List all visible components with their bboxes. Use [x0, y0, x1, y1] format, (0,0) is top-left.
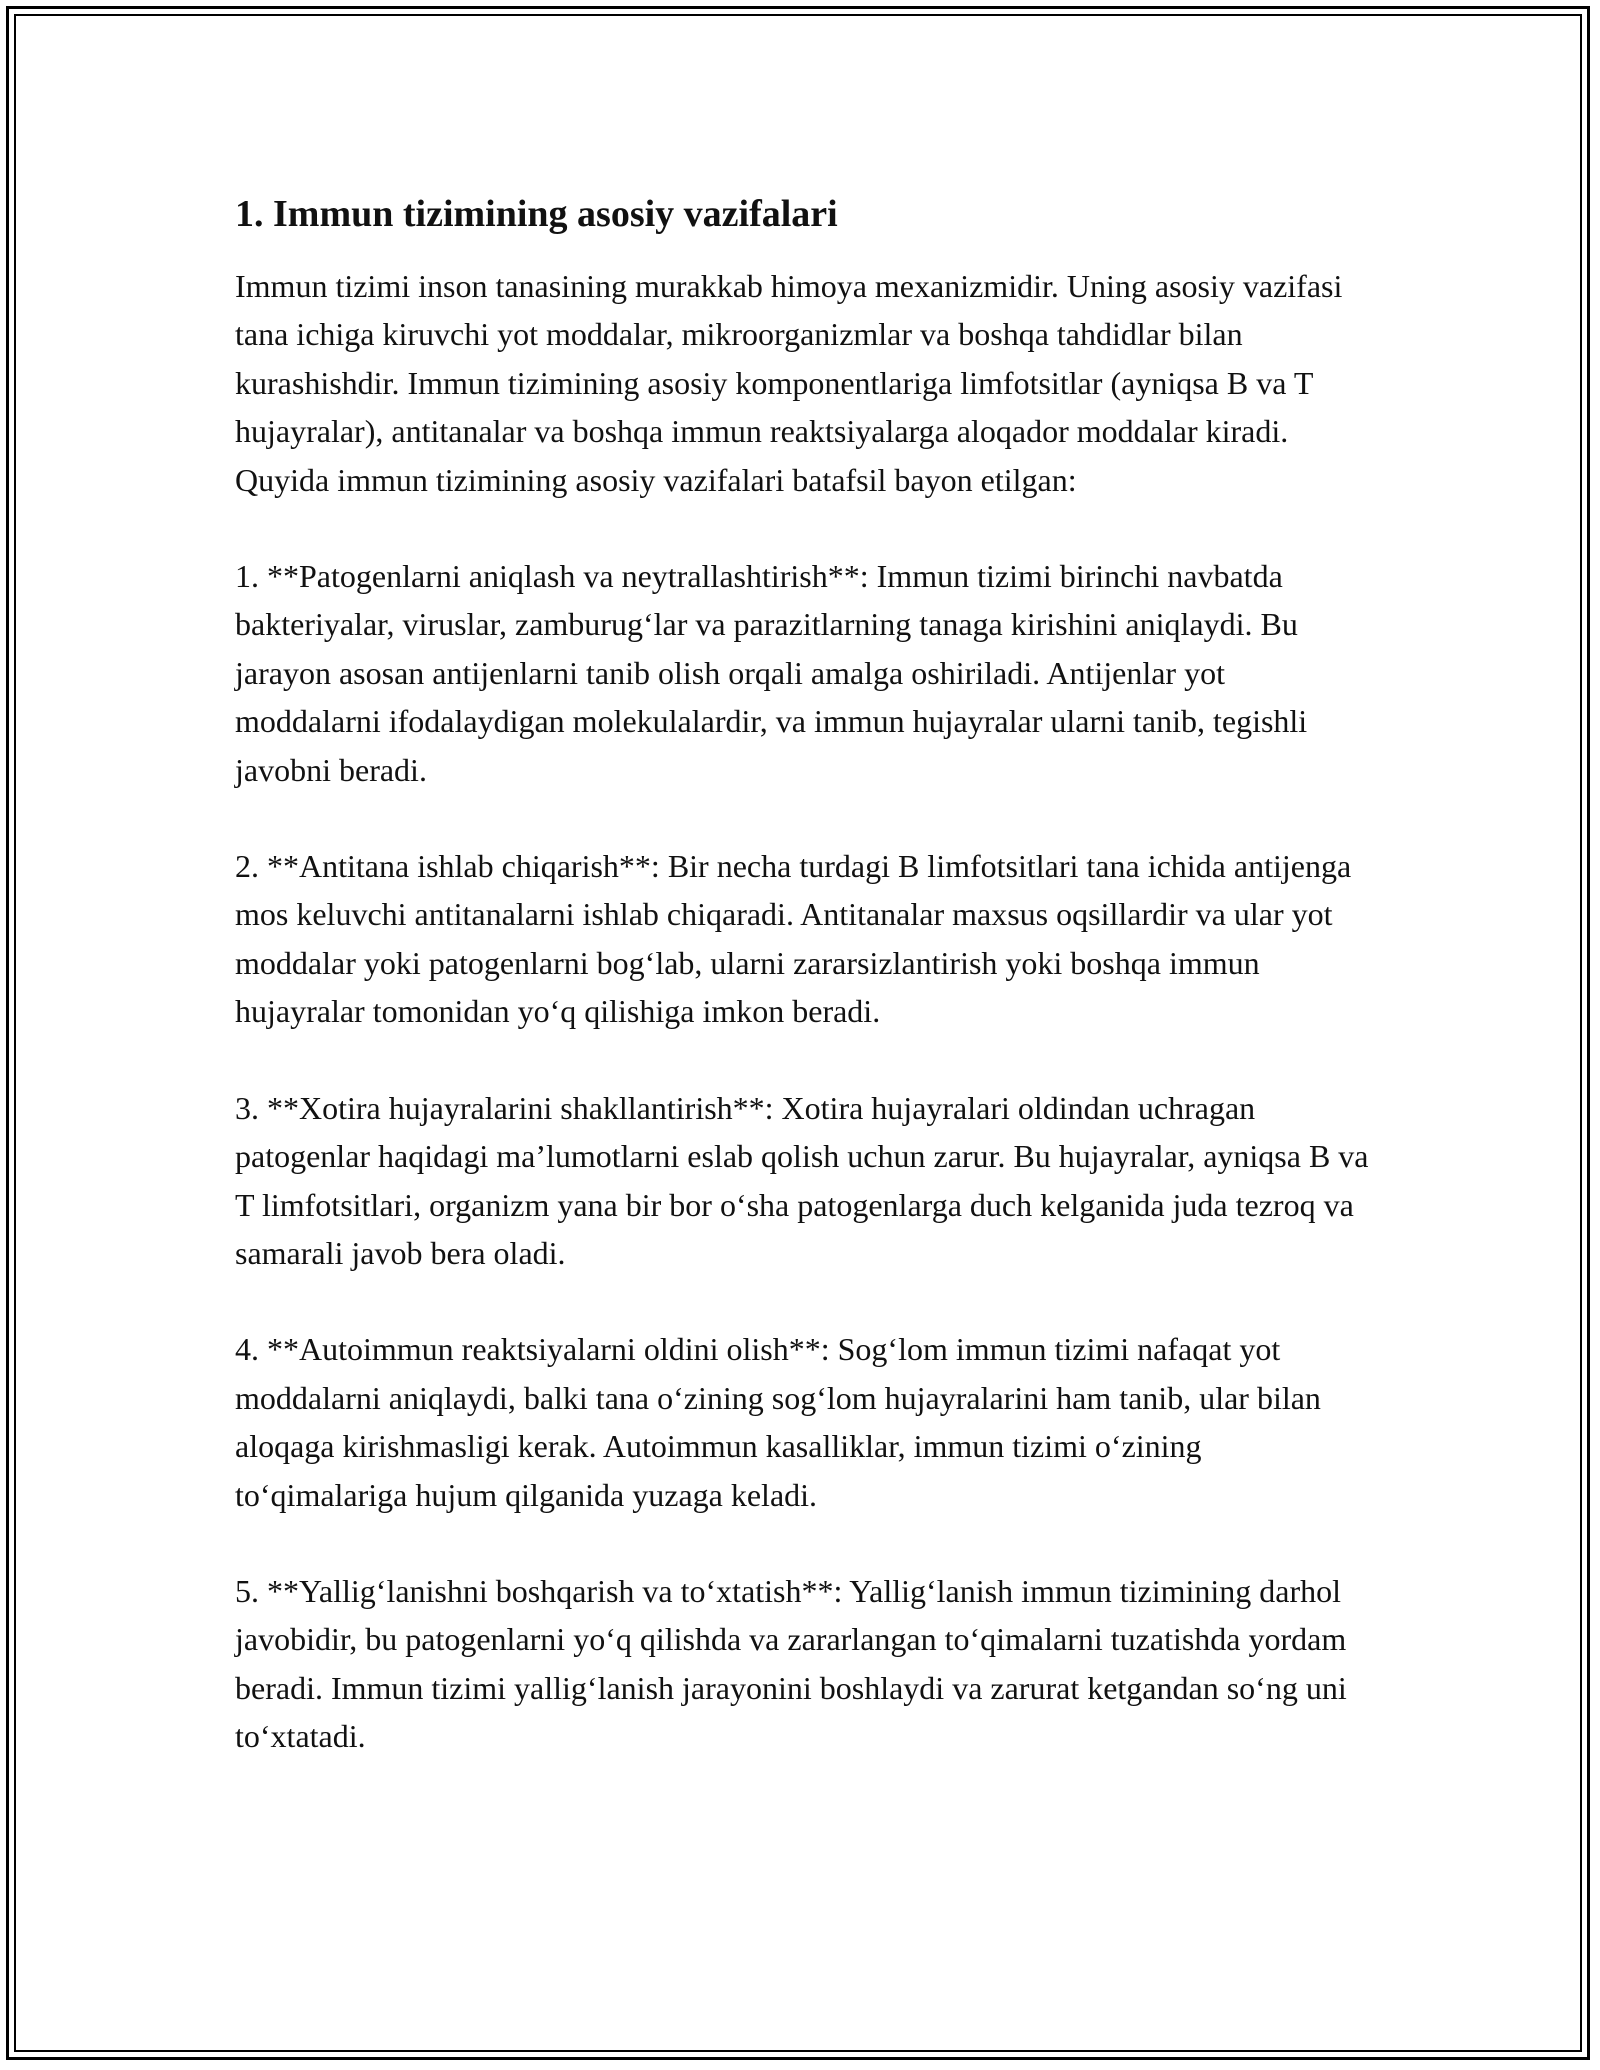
list-item-autoimmune-prevention: 4. **Autoimmun reaktsiyalarni oldini olish**: Sog‘lom immun tizimi nafaqat yot moddalarni aniqlaydi, balki tana o‘zining sog‘lom hujayralarini ham tanib, ular bilan aloqaga kirishmasligi kerak. Autoimmun kasalliklar, immun tizimi o‘zining to‘qimalariga hujum qilganida yuzaga keladi.	[235, 1331, 1321, 1513]
document-body	[235, 186, 1375, 1809]
list-item-pathogen-detection: 1. **Patogenlarni aniqlash va neytrallashtirish**: Immun tizimi birinchi navbatda bakteriyalar, viruslar, zamburug‘lar va parazitlarning tanaga kirishini aniqlaydi. Bu jarayon asosan antijenlarni tanib olish orqali amalga oshiriladi. Antijenlar yot moddalarni ifodalaydigan molekulalardir, va immun hujayralar ularni tanib, tegishli javobni beradi.	[235, 558, 1308, 788]
list-item-inflammation-control: 5. **Yallig‘lanishni boshqarish va to‘xtatish**: Yallig‘lanish immun tizimining darhol javobidir, bu patogenlarni yo‘q qilishda va zararlangan to‘qimalarni tuzatishda yordam beradi. Immun tizimi yallig‘lanish jarayonini boshlaydi va zarurat ketgandan so‘ng uni to‘xtatadi.	[235, 1572, 1347, 1755]
list-item-antibody-production: 2. **Antitana ishlab chiqarish**: Bir necha turdagi B limfotsitlari tana ichida antijenga mos keluvchi antitanalarni ishlab chiqaradi. Antitanalar maxsus oqsillardir va ular yot moddalar yoki patogenlarni bog‘lab, ularni zararsizlantirish yoki boshqa immun hujayralar tomonidan yo‘q qilishiga imkon beradi.	[235, 848, 1352, 1030]
section-heading: 1. Immun tizimining asosiy vazifalari	[235, 193, 838, 235]
list-item-memory-cells: 3. **Xotira hujayralarini shakllantirish**: Xotira hujayralari oldindan uchragan patogenlar haqidagi ma’lumotlarni eslab qolish uchun zarur. Bu hujayralar, ayniqsa B va T limfotsitlari, organizm yana bir bor o‘sha patogenlarga duch kelganida juda tezroq va samarali javob bera oladi.	[235, 1089, 1369, 1271]
intro-paragraph: Immun tizimi inson tanasining murakkab himoya mexanizmidir. Uning asosiy vazifasi tana ichiga kiruvchi yot moddalar, mikroorganizmlar va boshqa tahdidlar bilan kurashishdir. Immun tizimining asosiy komponentlariga limfotsitlar (ayniqsa B va T hujayralar), antitanalar va boshqa immun reaktsiyalarga aloqador moddalar kiradi. Quyida immun tizimining asosiy vazifalari batafsil bayon etilgan:	[235, 268, 1343, 498]
